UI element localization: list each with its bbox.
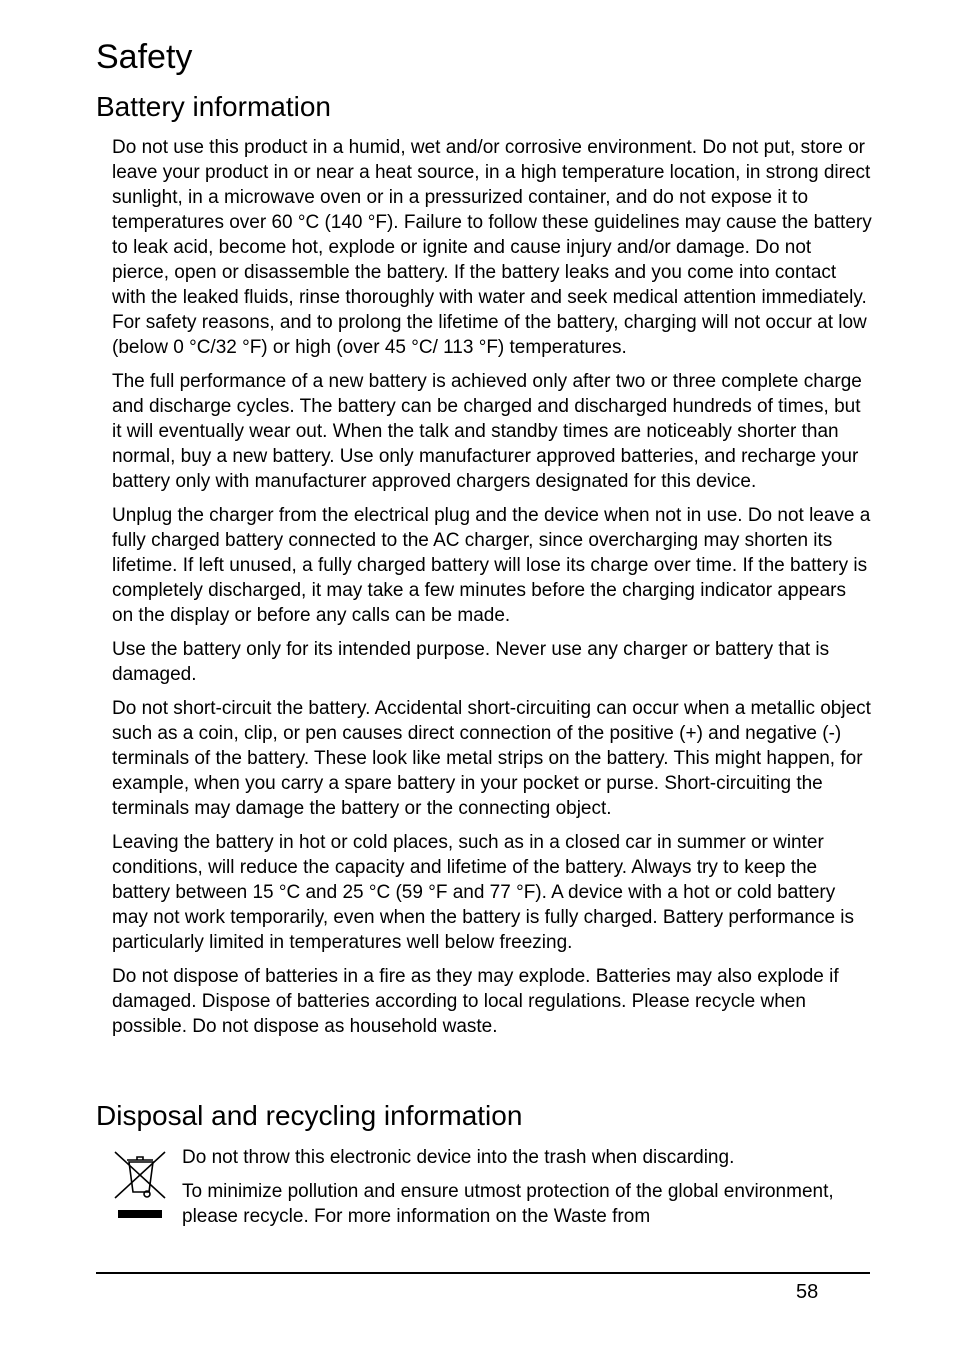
battery-paragraph: Do not use this product in a humid, wet and/or corrosive environment. Do not put, store or leave your product in or near a heat source, in a high temperature location, in strong direct sunlight, in a microwave oven or in a pressurized container, and do not expose it to temperatures over 60 °C (140 °F). Failure to follow these guidelines may cause the battery to leak acid, become hot, explode or ignite and cause injury and/or damage. Do not pierce, open or disassemble the battery. If the battery leaks and you come into contact with the leaked fluids, rinse thoroughly with water and seek medical attention immediately. For safety reasons, and to prolong the lifetime of the battery, charging will not occur at low (below 0 °C/32 °F) or high (over 45 °C/ 113 °F) temperatures. bbox=[112, 137, 872, 358]
disposal-paragraph: Do not throw this electronic device into the trash when discarding. bbox=[182, 1147, 735, 1168]
battery-paragraph: Do not short-circuit the battery. Accidental short-circuiting can occur when a metallic object such as a coin, clip, or pen causes direct connection of the positive (+) and negative (-) terminals of the battery. These look like metal strips on the battery. This might happen, for example, when you carry a spare battery in your pocket or purse. Short-circuiting the terminals may damage the battery or the connecting object. bbox=[112, 698, 871, 819]
page-title: Safety bbox=[96, 38, 193, 76]
battery-paragraph: The full performance of a new battery is achieved only after two or three complete charge and discharge cycles. The battery can be charged and discharged hundreds of times, but it will eventually wear out. When the talk and standby times are noticeably shorter than normal, buy a new battery. Use only manufacturer approved batteries, and recharge your battery only with manufacturer approved chargers designated for this device. bbox=[112, 371, 862, 492]
disposal-body bbox=[182, 1145, 872, 1238]
crossed-out-wheelie-bin-icon bbox=[113, 1150, 167, 1222]
footer-divider bbox=[96, 1272, 870, 1274]
battery-paragraph: Leaving the battery in hot or cold places, such as in a closed car in summer or winter conditions, will reduce the capacity and lifetime of the battery. Always try to keep the battery between 15 °C and 25 °C (59 °F and 77 °F). A device with a hot or cold battery may not work temporarily, even when the battery is fully charged. Battery performance is particularly limited in temperatures well below freezing. bbox=[112, 832, 855, 953]
battery-information-body bbox=[112, 135, 872, 1048]
disposal-paragraph: To minimize pollution and ensure utmost protection of the global environment, please recycle. For more information on the Waste from bbox=[182, 1181, 834, 1227]
disposal-heading: Disposal and recycling information bbox=[96, 1100, 523, 1131]
page-number: 58 bbox=[796, 1281, 819, 1303]
battery-paragraph: Do not dispose of batteries in a fire as they may explode. Batteries may also explode if damaged. Dispose of batteries according to local regulations. Please recycle when possible. Do not dispose as household waste. bbox=[112, 966, 839, 1037]
battery-paragraph: Use the battery only for its intended purpose. Never use any charger or battery that is damaged. bbox=[112, 639, 830, 685]
battery-paragraph: Unplug the charger from the electrical plug and the device when not in use. Do not leave a fully charged battery connected to the AC charger, since overcharging may shorten its lifetime. If left unused, a fully charged battery will lose its charge over time. If the battery is completely discharged, it may take a few minutes before the charging indicator appears on the display or before any calls can be made. bbox=[112, 505, 871, 626]
battery-information-heading: Battery information bbox=[96, 91, 331, 122]
